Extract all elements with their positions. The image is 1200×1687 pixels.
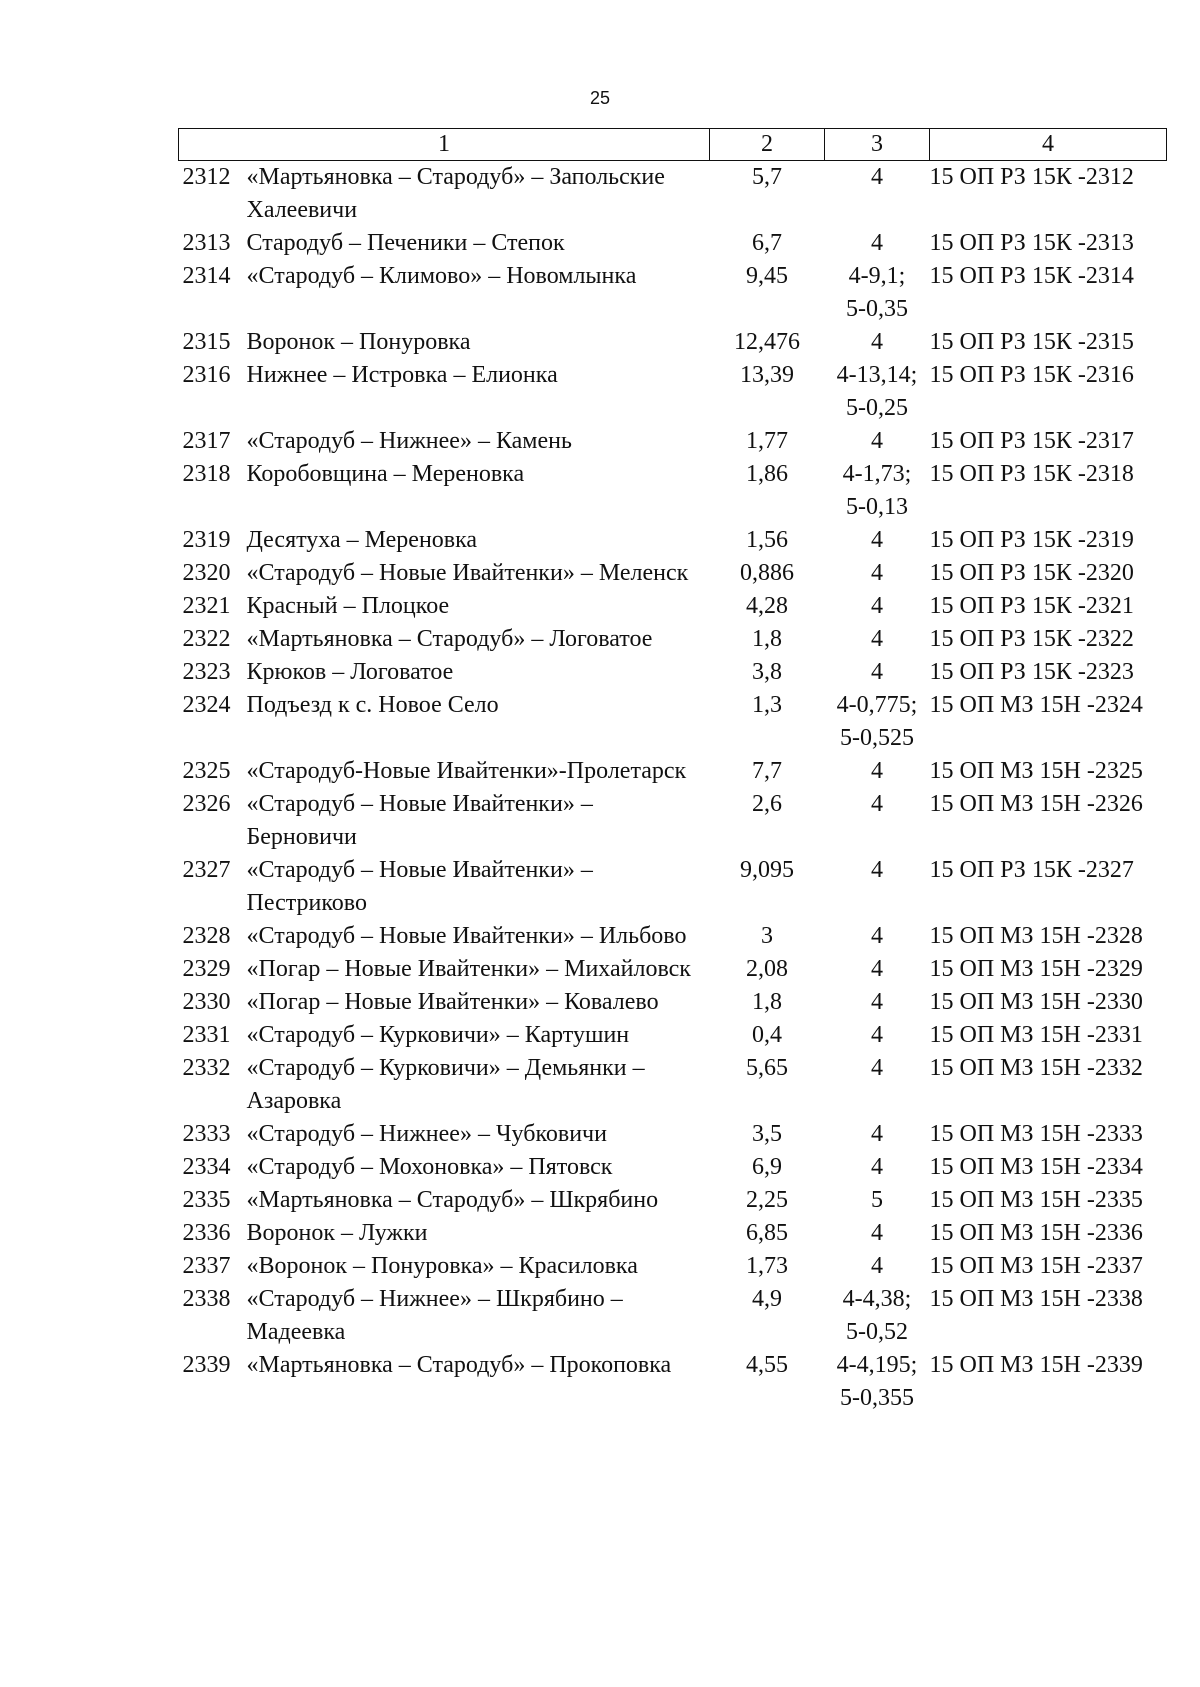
category-line: 4-4,195; [836, 1352, 918, 1378]
road-cell [179, 1349, 710, 1415]
table-row [179, 689, 1167, 755]
road-name: «Воронок – Понуровка» – Красиловка [246, 1253, 638, 1279]
category-line: 4-0,775; [836, 692, 918, 718]
road-cell [179, 953, 710, 986]
road-category [825, 1184, 930, 1217]
road-code: 15 ОП РЗ 15К -2322 [929, 626, 1134, 652]
table-row [179, 1019, 1167, 1052]
road-code: 15 ОП МЗ 15Н -2331 [929, 1022, 1143, 1048]
road-name: «Погар – Новые Ивайтенки» – Михайловск [246, 956, 691, 982]
road-length: 7,7 [752, 758, 782, 784]
row-number: 2330 [182, 989, 231, 1015]
road-name: Крюков – Логоватое [246, 659, 454, 685]
column-header-1: 1 [179, 129, 710, 161]
road-cell [179, 359, 710, 425]
table-row [179, 557, 1167, 590]
road-cell [179, 1283, 710, 1349]
row-number: 2332 [182, 1055, 231, 1081]
road-code: 15 ОП РЗ 15К -2327 [929, 857, 1134, 883]
category-line: 4-1,73; [842, 461, 912, 487]
road-cell [179, 458, 710, 524]
road-cell [179, 788, 710, 854]
road-cell [179, 161, 710, 228]
road-name: «Стародуб – Новые Ивайтенки» – Меленск [246, 560, 689, 586]
table-row [179, 755, 1167, 788]
category-line: 4 [871, 956, 883, 982]
row-number: 2321 [182, 593, 231, 619]
road-length: 1,73 [746, 1253, 788, 1279]
table-row [179, 1283, 1167, 1349]
road-cell [179, 1118, 710, 1151]
road-name: Десятуха – Мереновка [246, 527, 478, 553]
road-name: Нижнее – Истровка – Елионка [246, 362, 558, 388]
road-category [825, 788, 930, 854]
road-name: «Мартьяновка – Стародуб» – Логоватое [246, 626, 653, 652]
table-row [179, 656, 1167, 689]
road-category [825, 425, 930, 458]
road-name: «Стародуб – Климово» – Новомлынка [246, 263, 637, 289]
road-category [825, 656, 930, 689]
table-row [179, 623, 1167, 656]
column-header-2: 2 [710, 129, 825, 161]
table-body [179, 161, 1167, 1416]
category-line: 4 [871, 758, 883, 784]
category-line: 4 [871, 857, 883, 883]
road-length: 5,65 [746, 1055, 788, 1081]
table-row [179, 458, 1167, 524]
road-name: «Стародуб – Новые Ивайтенки» – Ильбово [246, 923, 687, 949]
column-header-3: 3 [825, 129, 930, 161]
category-line: 4 [871, 593, 883, 619]
road-code: 15 ОП МЗ 15Н -2324 [929, 692, 1143, 718]
road-length: 3 [761, 923, 773, 949]
category-line: 4 [871, 626, 883, 652]
road-length: 4,55 [746, 1352, 788, 1378]
column-header-4: 4 [930, 129, 1167, 161]
road-code: 15 ОП РЗ 15К -2323 [929, 659, 1134, 685]
road-length: 3,5 [752, 1121, 782, 1147]
road-length: 1,8 [752, 989, 782, 1015]
road-name: «Стародуб – Мохоновка» – Пятовск [246, 1154, 613, 1180]
road-name: Красный – Плоцкое [246, 593, 450, 619]
table-row [179, 590, 1167, 623]
road-code: 15 ОП МЗ 15Н -2338 [929, 1286, 1143, 1312]
road-cell [179, 986, 710, 1019]
row-number: 2331 [182, 1022, 231, 1048]
road-cell [179, 326, 710, 359]
table-row [179, 1118, 1167, 1151]
category-line: 5-0,35 [846, 296, 908, 322]
road-category [825, 1019, 930, 1052]
road-code: 15 ОП РЗ 15К -2314 [929, 263, 1134, 289]
road-cell [179, 623, 710, 656]
row-number: 2337 [182, 1253, 231, 1279]
category-line: 5-0,13 [846, 494, 908, 520]
road-cell [179, 1250, 710, 1283]
category-line: 4-9,1; [848, 263, 906, 289]
road-name: Коробовщина – Мереновка [246, 461, 525, 487]
road-code: 15 ОП МЗ 15Н -2329 [929, 956, 1143, 982]
road-cell [179, 1184, 710, 1217]
row-number: 2314 [182, 263, 231, 289]
road-category [825, 1250, 930, 1283]
road-category [825, 161, 930, 228]
row-number: 2329 [182, 956, 231, 982]
table-row [179, 161, 1167, 228]
road-code: 15 ОП РЗ 15К -2316 [929, 362, 1134, 388]
road-code: 15 ОП МЗ 15Н -2336 [929, 1220, 1143, 1246]
category-line: 4 [871, 527, 883, 553]
road-name: «Погар – Новые Ивайтенки» – Ковалево [246, 989, 659, 1015]
road-category [825, 623, 930, 656]
road-cell [179, 557, 710, 590]
category-line: 4 [871, 329, 883, 355]
road-name: Воронок – Лужки [246, 1220, 428, 1246]
category-line: 5 [871, 1187, 883, 1213]
road-length: 2,08 [746, 956, 788, 982]
road-category [825, 1151, 930, 1184]
row-number: 2328 [182, 923, 231, 949]
road-code: 15 ОП МЗ 15Н -2333 [929, 1121, 1143, 1147]
road-length: 4,28 [746, 593, 788, 619]
road-length: 1,86 [746, 461, 788, 487]
road-cell [179, 425, 710, 458]
road-name: Воронок – Понуровка [246, 329, 471, 355]
category-line: 5-0,52 [846, 1319, 908, 1345]
road-length: 1,56 [746, 527, 788, 553]
road-name: Стародуб – Печеники – Степок [246, 230, 565, 256]
category-line: 4 [871, 659, 883, 685]
row-number: 2327 [182, 857, 231, 883]
road-length: 6,7 [752, 230, 782, 256]
road-length: 1,3 [752, 692, 782, 718]
road-length: 3,8 [752, 659, 782, 685]
road-code: 15 ОП МЗ 15Н -2330 [929, 989, 1143, 1015]
page-number: 25 [589, 88, 611, 108]
table-row [179, 953, 1167, 986]
table-row [179, 260, 1167, 326]
table-row [179, 425, 1167, 458]
category-line: 4 [871, 1121, 883, 1147]
road-category [825, 986, 930, 1019]
row-number: 2333 [182, 1121, 231, 1147]
table-row [179, 227, 1167, 260]
road-category [825, 1118, 930, 1151]
road-cell [179, 920, 710, 953]
table-row [179, 788, 1167, 854]
category-line: 5-0,525 [840, 725, 914, 751]
road-cell [179, 524, 710, 557]
table-row [179, 1349, 1167, 1415]
road-name: «Стародуб – Новые Ивайтенки» – Берновичи [246, 791, 593, 850]
table-row [179, 1052, 1167, 1118]
road-category [825, 227, 930, 260]
road-code: 15 ОП РЗ 15К -2321 [929, 593, 1134, 619]
road-category [825, 260, 930, 326]
road-name: Подъезд к с. Новое Село [246, 692, 499, 718]
road-length: 1,77 [746, 428, 788, 454]
road-cell [179, 1151, 710, 1184]
row-number: 2324 [182, 692, 231, 718]
category-line: 4 [871, 1055, 883, 1081]
road-code: 15 ОП РЗ 15К -2315 [929, 329, 1134, 355]
road-name: «Мартьяновка – Стародуб» – Шкрябино [246, 1187, 659, 1213]
table-row [179, 1250, 1167, 1283]
category-line: 4 [871, 791, 883, 817]
category-line: 4-13,14; [836, 362, 918, 388]
row-number: 2318 [182, 461, 231, 487]
road-category [825, 1052, 930, 1118]
category-line: 4 [871, 230, 883, 256]
road-code: 15 ОП МЗ 15Н -2325 [929, 758, 1143, 784]
category-line: 4 [871, 560, 883, 586]
road-cell [179, 590, 710, 623]
category-line: 5-0,25 [846, 395, 908, 421]
road-category [825, 755, 930, 788]
road-cell [179, 1019, 710, 1052]
road-length: 5,7 [752, 164, 782, 190]
road-name: «Стародуб – Новые Ивайтенки» – Пестриково [246, 857, 593, 916]
category-line: 4 [871, 1022, 883, 1048]
category-line: 4 [871, 428, 883, 454]
road-length: 2,6 [752, 791, 782, 817]
row-number: 2316 [182, 362, 231, 388]
row-number: 2315 [182, 329, 231, 355]
road-code: 15 ОП МЗ 15Н -2335 [929, 1187, 1143, 1213]
road-code: 15 ОП РЗ 15К -2319 [929, 527, 1134, 553]
table-row [179, 1151, 1167, 1184]
road-name: «Мартьяновка – Стародуб» – Запольские Халеевичи [246, 164, 665, 223]
road-code: 15 ОП РЗ 15К -2318 [929, 461, 1134, 487]
road-length: 2,25 [746, 1187, 788, 1213]
row-number: 2319 [182, 527, 231, 553]
table-row [179, 920, 1167, 953]
category-line: 4 [871, 923, 883, 949]
road-code: 15 ОП МЗ 15Н -2337 [929, 1253, 1143, 1279]
road-category [825, 326, 930, 359]
road-code: 15 ОП МЗ 15Н -2339 [929, 1352, 1143, 1378]
road-name: «Стародуб – Нижнее» – Шкрябино – Мадеевка [246, 1286, 623, 1345]
road-category [825, 854, 930, 920]
road-category [825, 689, 930, 755]
road-cell [179, 1217, 710, 1250]
road-category [825, 458, 930, 524]
road-length: 9,45 [746, 263, 788, 289]
road-category [825, 953, 930, 986]
row-number: 2325 [182, 758, 231, 784]
road-name: «Стародуб – Нижнее» – Чубковичи [246, 1121, 607, 1147]
road-length: 6,85 [746, 1220, 788, 1246]
table-row [179, 986, 1167, 1019]
table-header [179, 129, 1167, 161]
row-number: 2312 [182, 164, 231, 190]
road-cell [179, 689, 710, 755]
category-line: 4 [871, 1154, 883, 1180]
road-category [825, 524, 930, 557]
road-name: «Стародуб – Курковичи» – Демьянки – Азаровка [246, 1055, 645, 1114]
road-code: 15 ОП МЗ 15Н -2326 [929, 791, 1143, 817]
row-number: 2323 [182, 659, 231, 685]
road-length: 0,886 [740, 560, 794, 586]
row-number: 2334 [182, 1154, 231, 1180]
roads-table [178, 128, 1167, 1415]
road-name: «Мартьяновка – Стародуб» – Прокоповка [246, 1352, 672, 1378]
category-line: 4 [871, 164, 883, 190]
row-number: 2338 [182, 1286, 231, 1312]
road-code: 15 ОП МЗ 15Н -2328 [929, 923, 1143, 949]
category-line: 4-4,38; [842, 1286, 912, 1312]
row-number: 2313 [182, 230, 231, 256]
road-cell [179, 260, 710, 326]
road-code: 15 ОП РЗ 15К -2312 [929, 164, 1134, 190]
road-length: 12,476 [734, 329, 800, 355]
road-cell [179, 656, 710, 689]
table-row [179, 326, 1167, 359]
road-name: «Стародуб – Нижнее» – Камень [246, 428, 572, 454]
road-code: 15 ОП МЗ 15Н -2334 [929, 1154, 1143, 1180]
category-line: 4 [871, 989, 883, 1015]
road-category [825, 1349, 930, 1415]
road-length: 13,39 [740, 362, 794, 388]
row-number: 2322 [182, 626, 231, 652]
road-code: 15 ОП МЗ 15Н -2332 [929, 1055, 1143, 1081]
road-code: 15 ОП РЗ 15К -2320 [929, 560, 1134, 586]
row-number: 2339 [182, 1352, 231, 1378]
road-length: 6,9 [752, 1154, 782, 1180]
road-category [825, 359, 930, 425]
category-line: 4 [871, 1220, 883, 1246]
road-name: «Стародуб – Курковичи» – Картушин [246, 1022, 630, 1048]
row-number: 2320 [182, 560, 231, 586]
road-cell [179, 1052, 710, 1118]
road-name: «Стародуб-Новые Ивайтенки»-Пролетарск [246, 758, 687, 784]
row-number: 2326 [182, 791, 231, 817]
row-number: 2336 [182, 1220, 231, 1246]
road-category [825, 557, 930, 590]
table-row [179, 854, 1167, 920]
road-length: 4,9 [752, 1286, 782, 1312]
row-number: 2335 [182, 1187, 231, 1213]
road-length: 0,4 [752, 1022, 782, 1048]
table-row [179, 1217, 1167, 1250]
road-length: 9,095 [740, 857, 794, 883]
category-line: 5-0,355 [840, 1385, 914, 1411]
road-category [825, 1217, 930, 1250]
road-category [825, 920, 930, 953]
road-cell [179, 755, 710, 788]
road-cell [179, 227, 710, 260]
row-number: 2317 [182, 428, 231, 454]
road-category [825, 590, 930, 623]
table-row [179, 359, 1167, 425]
category-line: 4 [871, 1253, 883, 1279]
road-length: 1,8 [752, 626, 782, 652]
road-code: 15 ОП РЗ 15К -2313 [929, 230, 1134, 256]
table-row [179, 524, 1167, 557]
table-row [179, 1184, 1167, 1217]
road-code: 15 ОП РЗ 15К -2317 [929, 428, 1134, 454]
road-cell [179, 854, 710, 920]
road-category [825, 1283, 930, 1349]
